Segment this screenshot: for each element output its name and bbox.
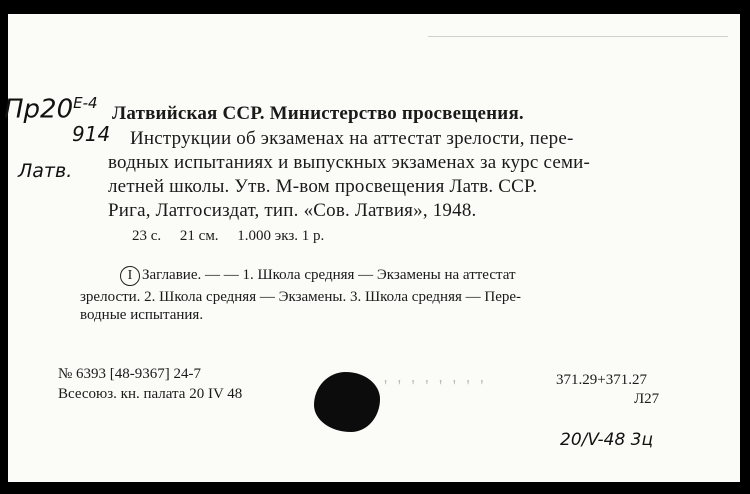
call-number-sub: 914 <box>72 122 111 146</box>
title-line-3: летней школы. Утв. М-вом просвещения Латв. ССР. <box>108 176 538 197</box>
subject-line-1-text: Заглавие. — — 1. Школа средняя — Экзамены на аттестат <box>142 267 516 283</box>
chamber-date: Всесоюз. кн. палата 20 IV 48 <box>58 386 243 402</box>
subject-line-1 <box>120 266 516 286</box>
catalog-card <box>4 14 740 482</box>
accession-number: № 6393 [48-9367] 24-7 <box>58 366 202 382</box>
title-line-2: водных испытаниях и выпускных экзаменах за курс семи- <box>108 152 591 173</box>
faded-line <box>428 36 728 37</box>
call-number-sup: Е-4 <box>73 94 98 112</box>
call-number-main: Пр20 <box>4 94 74 125</box>
title-line-1: Инструкции об экзаменах на аттестат зрелости, пере- <box>130 128 574 149</box>
margin-note: Латв. <box>18 160 73 182</box>
circled-numeral: I <box>120 266 140 286</box>
faded-stamp: ' ' ' ' ' ' ' ' <box>384 376 487 396</box>
title-line-4: Рига, Латгосиздат, тип. «Сов. Латвия», 1948. <box>108 200 477 221</box>
subject-line-3: водные испытания. <box>80 307 204 323</box>
classification-udc: 371.29+371.27 <box>556 372 647 388</box>
entry-heading: Латвийская ССР. Министерство просвещения. <box>112 103 524 124</box>
subject-line-2: зрелости. 2. Школа средняя — Экзамены. 3. Школа средняя — Пере- <box>80 289 522 305</box>
handwritten-date-price: 20/V-48 3ц <box>560 430 654 450</box>
ink-blot <box>314 372 380 432</box>
physical-description: 23 с. 21 см. 1.000 экз. 1 р. <box>132 228 325 244</box>
author-mark: Л27 <box>634 391 660 407</box>
call-number-handwritten <box>4 94 98 125</box>
